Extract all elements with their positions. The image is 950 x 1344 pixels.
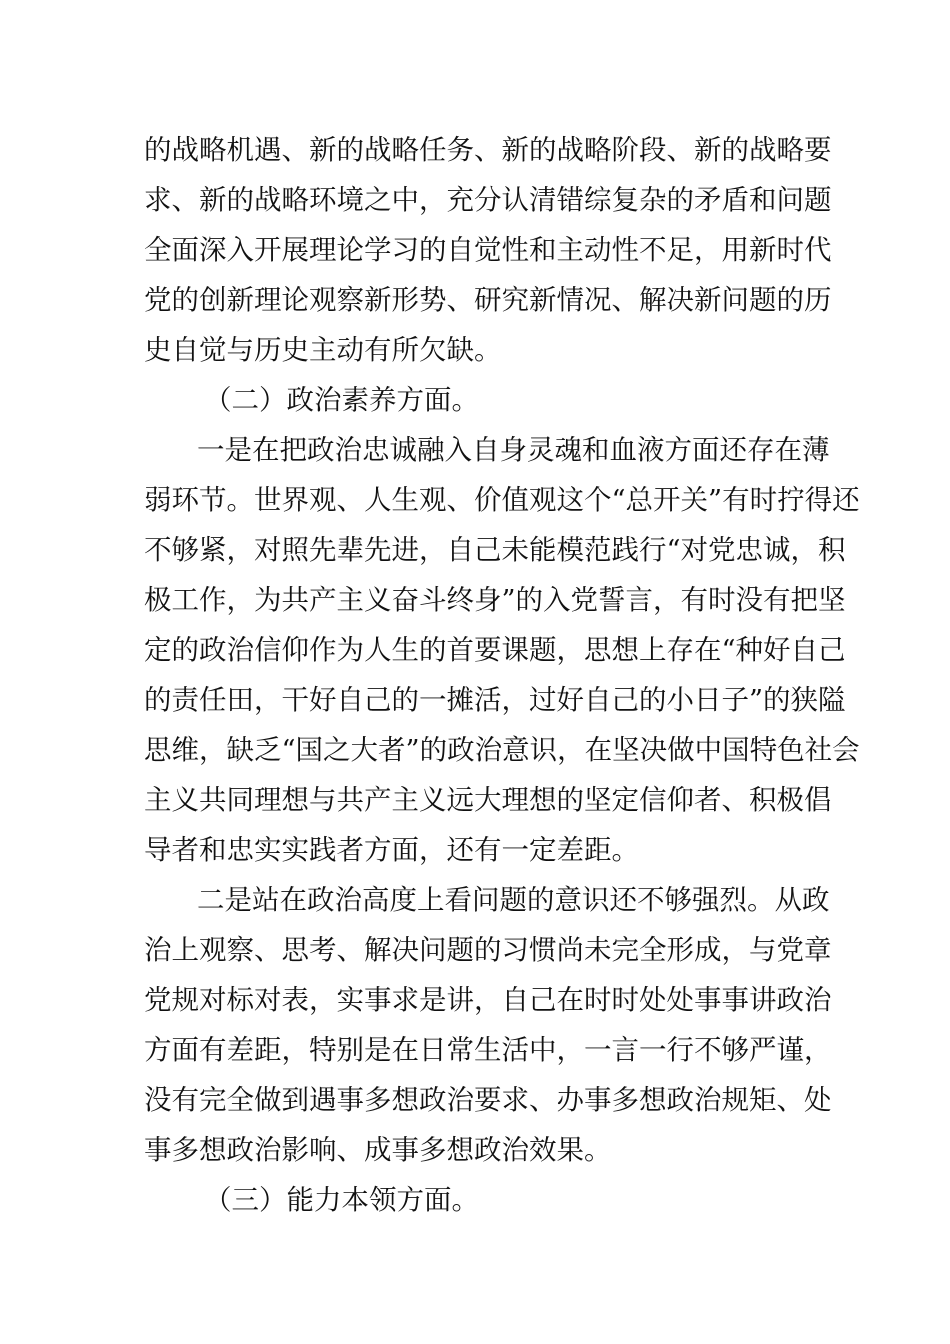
- text-line: 极工作，为共产主义奋斗终身”的入党誓言，有时没有把坚: [144, 584, 846, 616]
- text-line: 定的政治信仰作为人生的首要课题，思想上存在“种好自己: [144, 634, 846, 666]
- text-line: 方面有差距，特别是在日常生活中，一言一行不够严谨，: [144, 1034, 832, 1066]
- section-heading: （二）政治素养方面。: [204, 384, 479, 416]
- text-line: 思维，缺乏“国之大者”的政治意识，在坚决做中国特色社会: [144, 734, 860, 766]
- text-line: 主义共同理想与共产主义远大理想的坚定信仰者、积极倡: [144, 784, 832, 816]
- section-heading: （三）能力本领方面。: [204, 1184, 479, 1216]
- text-line: 弱环节。世界观、人生观、价值观这个“总开关”有时拧得还: [144, 484, 860, 516]
- text-line: 党的创新理论观察新形势、研究新情况、解决新问题的历: [144, 284, 832, 316]
- text-line: 求、新的战略环境之中，充分认清错综复杂的矛盾和问题: [144, 184, 832, 216]
- text-line: 治上观察、思考、解决问题的习惯尚未完全形成，与党章: [144, 934, 832, 966]
- paragraph-first-line: 二是站在政治高度上看问题的意识还不够强烈。从政: [197, 884, 830, 916]
- text-line: 事多想政治影响、成事多想政治效果。: [144, 1134, 612, 1166]
- text-line: 全面深入开展理论学习的自觉性和主动性不足，用新时代: [144, 234, 832, 266]
- paragraph-first-line: 一是在把政治忠诚融入自身灵魂和血液方面还存在薄: [197, 434, 830, 466]
- text-line: 没有完全做到遇事多想政治要求、办事多想政治规矩、处: [144, 1084, 832, 1116]
- text-line: 导者和忠实实践者方面，还有一定差距。: [144, 834, 639, 866]
- text-line: 的战略机遇、新的战略任务、新的战略阶段、新的战略要: [144, 134, 832, 166]
- text-line: 党规对标对表，实事求是讲，自己在时时处处事事讲政治: [144, 984, 832, 1016]
- text-line: 的责任田，干好自己的一摊活，过好自己的小日子”的狭隘: [144, 684, 846, 716]
- text-line: 史自觉与历史主动有所欠缺。: [144, 334, 502, 366]
- text-line: 不够紧，对照先辈先进，自己未能模范践行“对党忠诚，积: [144, 534, 846, 566]
